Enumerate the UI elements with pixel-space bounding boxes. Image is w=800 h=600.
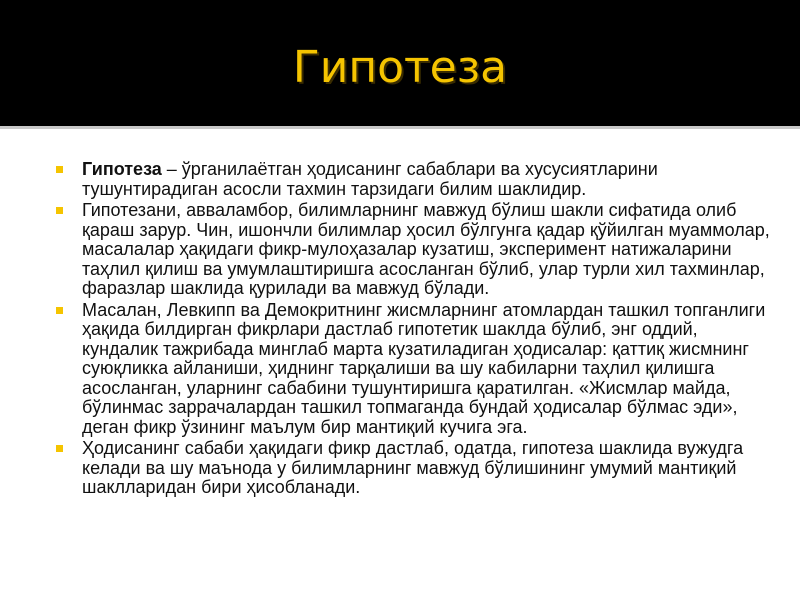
bullet-term: Гипотеза xyxy=(82,159,162,179)
bullet-marker-icon xyxy=(56,166,63,173)
bullet-marker-icon xyxy=(56,307,63,314)
bullet-text: – ўрганилаётган ҳодисанинг сабаблари ва хусусиятларини тушунтирадиган асосли тахмин тарзидаги билим шаклидир. xyxy=(82,159,658,199)
bullet-marker-icon xyxy=(56,207,63,214)
bullet-item-definition xyxy=(56,160,776,199)
bullet-text: Масалан, Левкипп ва Демокритнинг жисмларнинг атомлардан ташкил топганлиги ҳақида билдирган фикрлари дастлаб гипотетик шаклда бўлиб, энг оддий, кундалик тажрибада минглаб марта кузатиладиган ҳодисалар: қаттиқ жисмнинг суюқликка айланиши, ҳиднинг тарқалиши ва шу кабиларни таҳлил қилишга асосланган, уларнинг сабабини тушунтиришга қаратилган. «Жисмлар майда, бўлинмас заррачалардан ташкил топмаганда бундай ҳодисалар бўлмас эди», деган фикр ўзининг маълум бир мантиқий кучига эга. xyxy=(82,299,766,437)
bullet-item-cause xyxy=(56,439,776,498)
bullet-item-existence-form xyxy=(56,201,776,299)
bullet-marker-icon xyxy=(56,445,63,452)
title-bar xyxy=(0,0,800,126)
slide-title: Гипотеза xyxy=(292,42,508,93)
title-divider xyxy=(0,126,800,129)
bullet-list xyxy=(56,160,776,500)
bullet-item-example xyxy=(56,301,776,438)
bullet-text: Ҳодисанинг сабаби ҳақидаги фикр дастлаб, одатда, гипотеза шаклида вужудга келади ва шу маънода у билимларнинг мавжуд бўлишининг умумий мантиқий шаклларидан бири ҳисобланади. xyxy=(82,438,744,497)
bullet-text: Гипотезани, авваламбор, билимларнинг мавжуд бўлиш шакли сифатида олиб қараш зарур. Чин, ишончли билимлар ҳосил бўлгунга қадар қўйилган муаммолар, масалалар ҳақидаги фикр-мулоҳазалар кузатиш, эксперимент натижаларини таҳлил қилиш ва умумлаштиришга асосланган бўлиб, улар турли хил тахминлар, фаразлар шаклида қурилади ва мавжуд бўлади. xyxy=(82,200,770,298)
